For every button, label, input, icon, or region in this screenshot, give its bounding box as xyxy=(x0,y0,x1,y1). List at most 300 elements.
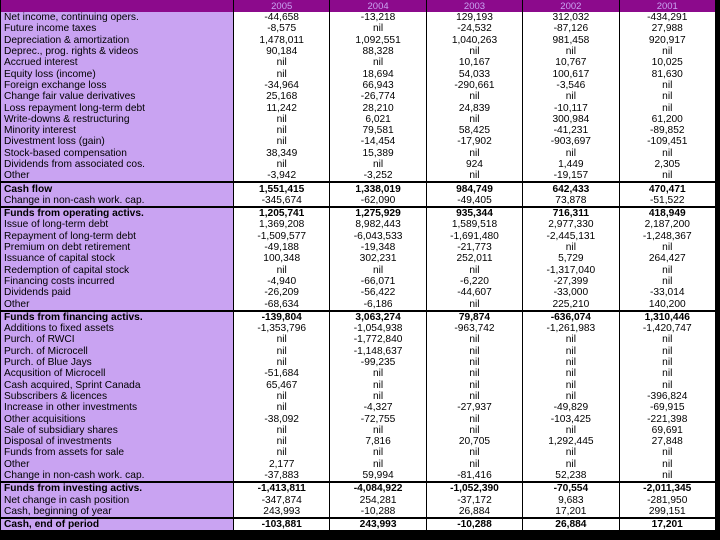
value-cell: 73,878 xyxy=(523,195,619,207)
value-cell: nil xyxy=(330,368,426,379)
value-cell: 1,310,446 xyxy=(619,311,715,323)
table-row xyxy=(1,413,716,424)
row-label: Other xyxy=(1,459,234,470)
value-cell: nil xyxy=(523,91,619,102)
value-cell: -81,416 xyxy=(426,470,522,482)
value-cell: 3,063,274 xyxy=(330,311,426,323)
value-cell: 2,177 xyxy=(234,459,330,470)
value-cell: 100,617 xyxy=(523,68,619,79)
value-cell: nil xyxy=(234,265,330,276)
value-cell: 642,433 xyxy=(523,182,619,194)
value-cell: 10,167 xyxy=(426,57,522,68)
value-cell: -2,011,345 xyxy=(619,482,715,494)
row-label: Funds from financing activs. xyxy=(1,311,234,323)
value-cell: 418,949 xyxy=(619,207,715,219)
value-cell: nil xyxy=(234,159,330,170)
value-cell: -1,054,938 xyxy=(330,323,426,334)
value-cell: 15,389 xyxy=(330,148,426,159)
value-cell: nil xyxy=(426,265,522,276)
value-cell: 58,425 xyxy=(426,125,522,136)
value-cell: 24,839 xyxy=(426,102,522,113)
value-cell: nil xyxy=(330,380,426,391)
value-cell: nil xyxy=(426,459,522,470)
table-row xyxy=(1,368,716,379)
value-cell: nil xyxy=(619,470,715,482)
value-cell: -903,697 xyxy=(523,136,619,147)
value-cell: -89,852 xyxy=(619,125,715,136)
value-cell: 470,471 xyxy=(619,182,715,194)
value-cell: 18,694 xyxy=(330,68,426,79)
value-cell: 302,231 xyxy=(330,253,426,264)
value-cell: nil xyxy=(523,357,619,368)
value-cell: -69,915 xyxy=(619,402,715,413)
value-cell: 924 xyxy=(426,159,522,170)
value-cell: -1,317,040 xyxy=(523,265,619,276)
value-cell: -109,451 xyxy=(619,136,715,147)
value-cell: nil xyxy=(330,159,426,170)
value-cell: 984,749 xyxy=(426,182,522,194)
value-cell: 7,816 xyxy=(330,436,426,447)
value-cell: 1,205,741 xyxy=(234,207,330,219)
value-cell: nil xyxy=(330,23,426,34)
value-cell: 69,691 xyxy=(619,425,715,436)
value-cell: 140,200 xyxy=(619,298,715,310)
table-row xyxy=(1,334,716,345)
table-row xyxy=(1,114,716,125)
value-cell: -26,209 xyxy=(234,287,330,298)
value-cell: nil xyxy=(426,391,522,402)
row-label: Additions to fixed assets xyxy=(1,323,234,334)
row-label: Dividends paid xyxy=(1,287,234,298)
value-cell: nil xyxy=(619,447,715,458)
value-cell: 26,884 xyxy=(523,518,619,531)
value-cell: nil xyxy=(426,148,522,159)
value-cell: nil xyxy=(619,46,715,57)
row-label: Purch. of Blue Jays xyxy=(1,357,234,368)
table-row xyxy=(1,436,716,447)
table-row xyxy=(1,12,716,23)
value-cell: -1,248,367 xyxy=(619,231,715,242)
value-cell: nil xyxy=(523,447,619,458)
table-row xyxy=(1,265,716,276)
value-cell: nil xyxy=(234,436,330,447)
value-cell: 2,187,200 xyxy=(619,219,715,230)
value-cell: nil xyxy=(523,334,619,345)
value-cell: nil xyxy=(619,102,715,113)
table-row xyxy=(1,425,716,436)
table-row xyxy=(1,102,716,113)
row-label: Equity loss (income) xyxy=(1,68,234,79)
table-row xyxy=(1,23,716,34)
table-row xyxy=(1,159,716,170)
row-label: Acqusition of Microcell xyxy=(1,368,234,379)
value-cell: 225,210 xyxy=(523,298,619,310)
value-cell: nil xyxy=(619,334,715,345)
table-row xyxy=(1,323,716,334)
table-row xyxy=(1,231,716,242)
value-cell: -56,422 xyxy=(330,287,426,298)
value-cell: -963,742 xyxy=(426,323,522,334)
value-cell: 66,943 xyxy=(330,80,426,91)
row-label: Other xyxy=(1,170,234,182)
value-cell: 920,917 xyxy=(619,35,715,46)
row-label: Deprec., prog. rights & videos xyxy=(1,46,234,57)
value-cell: 1,478,011 xyxy=(234,35,330,46)
table-row xyxy=(1,182,716,194)
row-label: Increase in other investments xyxy=(1,402,234,413)
value-cell: nil xyxy=(523,46,619,57)
table-row xyxy=(1,253,716,264)
table-row xyxy=(1,57,716,68)
value-cell: -1,420,747 xyxy=(619,323,715,334)
value-cell: nil xyxy=(330,265,426,276)
value-cell: -1,691,480 xyxy=(426,231,522,242)
year-header-cell: 2002 xyxy=(523,0,619,12)
value-cell: 1,369,208 xyxy=(234,219,330,230)
value-cell: -49,829 xyxy=(523,402,619,413)
value-cell: 90,184 xyxy=(234,46,330,57)
value-cell: 5,729 xyxy=(523,253,619,264)
value-cell: -44,607 xyxy=(426,287,522,298)
value-cell: -49,188 xyxy=(234,242,330,253)
value-cell: 20,705 xyxy=(426,436,522,447)
value-cell: nil xyxy=(426,46,522,57)
value-cell: -24,532 xyxy=(426,23,522,34)
value-cell: 9,683 xyxy=(523,494,619,505)
value-cell: -19,157 xyxy=(523,170,619,182)
row-label: Issuance of capital stock xyxy=(1,253,234,264)
value-cell: 254,281 xyxy=(330,494,426,505)
value-cell: 26,884 xyxy=(426,506,522,518)
value-cell: -68,634 xyxy=(234,298,330,310)
value-cell: -13,218 xyxy=(330,12,426,23)
value-cell: nil xyxy=(330,425,426,436)
value-cell: 1,040,263 xyxy=(426,35,522,46)
year-header-row xyxy=(1,0,716,12)
value-cell: nil xyxy=(234,68,330,79)
value-cell: -1,052,390 xyxy=(426,482,522,494)
value-cell: 59,994 xyxy=(330,470,426,482)
value-cell: nil xyxy=(619,357,715,368)
value-cell: 27,988 xyxy=(619,23,715,34)
value-cell: nil xyxy=(426,114,522,125)
value-cell: -99,235 xyxy=(330,357,426,368)
value-cell: nil xyxy=(426,380,522,391)
row-label: Write-downs & restructuring xyxy=(1,114,234,125)
value-cell: -345,674 xyxy=(234,195,330,207)
value-cell: -4,084,922 xyxy=(330,482,426,494)
value-cell: 264,427 xyxy=(619,253,715,264)
value-cell: 65,467 xyxy=(234,380,330,391)
row-label: Dividends from associated cos. xyxy=(1,159,234,170)
table-row xyxy=(1,170,716,182)
value-cell: -221,398 xyxy=(619,413,715,424)
value-cell: -44,658 xyxy=(234,12,330,23)
value-cell: nil xyxy=(523,346,619,357)
row-label: Financing costs incurred xyxy=(1,276,234,287)
row-label: Funds from operating activs. xyxy=(1,207,234,219)
value-cell: 935,344 xyxy=(426,207,522,219)
value-cell: nil xyxy=(234,346,330,357)
row-label: Cash, end of period xyxy=(1,518,234,531)
value-cell: 2,305 xyxy=(619,159,715,170)
value-cell: -281,950 xyxy=(619,494,715,505)
value-cell: -41,231 xyxy=(523,125,619,136)
table-row xyxy=(1,447,716,458)
value-cell: 312,032 xyxy=(523,12,619,23)
table-row xyxy=(1,380,716,391)
value-cell: 299,151 xyxy=(619,506,715,518)
table-row xyxy=(1,287,716,298)
row-label: Issue of long-term debt xyxy=(1,219,234,230)
value-cell: nil xyxy=(619,346,715,357)
value-cell: -8,575 xyxy=(234,23,330,34)
value-cell: -6,043,533 xyxy=(330,231,426,242)
value-cell: 10,025 xyxy=(619,57,715,68)
value-cell: -26,774 xyxy=(330,91,426,102)
value-cell: 52,238 xyxy=(523,470,619,482)
value-cell: nil xyxy=(523,459,619,470)
value-cell: nil xyxy=(523,368,619,379)
table-row xyxy=(1,357,716,368)
value-cell: nil xyxy=(426,357,522,368)
value-cell: nil xyxy=(619,380,715,391)
value-cell: nil xyxy=(426,425,522,436)
row-label: Premium on debt retirement xyxy=(1,242,234,253)
table-row xyxy=(1,298,716,310)
value-cell: 54,033 xyxy=(426,68,522,79)
table-row xyxy=(1,346,716,357)
value-cell: 2,977,330 xyxy=(523,219,619,230)
row-label: Change fair value derivatives xyxy=(1,91,234,102)
value-cell: 28,210 xyxy=(330,102,426,113)
value-cell: nil xyxy=(234,391,330,402)
header-corner xyxy=(1,0,234,12)
row-label: Redemption of capital stock xyxy=(1,265,234,276)
table-row xyxy=(1,482,716,494)
value-cell: 1,449 xyxy=(523,159,619,170)
row-label: Funds from assets for sale xyxy=(1,447,234,458)
row-label: Other xyxy=(1,298,234,310)
value-cell: -33,014 xyxy=(619,287,715,298)
value-cell: -2,445,131 xyxy=(523,231,619,242)
value-cell: -3,252 xyxy=(330,170,426,182)
value-cell: -49,405 xyxy=(426,195,522,207)
value-cell: -87,126 xyxy=(523,23,619,34)
value-cell: -34,964 xyxy=(234,80,330,91)
value-cell: -1,509,577 xyxy=(234,231,330,242)
value-cell: 10,767 xyxy=(523,57,619,68)
value-cell: -3,942 xyxy=(234,170,330,182)
row-label: Repayment of long-term debt xyxy=(1,231,234,242)
value-cell: 1,292,445 xyxy=(523,436,619,447)
value-cell: nil xyxy=(426,334,522,345)
value-cell: nil xyxy=(523,425,619,436)
value-cell: 88,328 xyxy=(330,46,426,57)
value-cell: -70,554 xyxy=(523,482,619,494)
value-cell: 300,984 xyxy=(523,114,619,125)
value-cell: -139,804 xyxy=(234,311,330,323)
row-label: Foreign exchange loss xyxy=(1,80,234,91)
row-label: Sale of subsidiary shares xyxy=(1,425,234,436)
value-cell: 1,275,929 xyxy=(330,207,426,219)
value-cell: nil xyxy=(523,380,619,391)
row-label: Cash acquired, Sprint Canada xyxy=(1,380,234,391)
table-row xyxy=(1,91,716,102)
value-cell: nil xyxy=(619,276,715,287)
value-cell: -103,881 xyxy=(234,518,330,531)
table-row xyxy=(1,391,716,402)
value-cell: -636,074 xyxy=(523,311,619,323)
table-row xyxy=(1,125,716,136)
value-cell: nil xyxy=(330,391,426,402)
value-cell: -10,288 xyxy=(330,506,426,518)
value-cell: -347,874 xyxy=(234,494,330,505)
value-cell: 25,168 xyxy=(234,91,330,102)
value-cell: -21,773 xyxy=(426,242,522,253)
row-label: Cash, beginning of year xyxy=(1,506,234,518)
value-cell: nil xyxy=(426,413,522,424)
row-label: Cash flow xyxy=(1,182,234,194)
value-cell: -66,071 xyxy=(330,276,426,287)
value-cell: nil xyxy=(234,334,330,345)
row-label: Minority interest xyxy=(1,125,234,136)
value-cell: 38,349 xyxy=(234,148,330,159)
row-label: Divestment loss (gain) xyxy=(1,136,234,147)
row-label: Disposal of investments xyxy=(1,436,234,447)
row-label: Funds from investing activs. xyxy=(1,482,234,494)
value-cell: nil xyxy=(619,368,715,379)
year-header-cell: 2003 xyxy=(426,0,522,12)
value-cell: nil xyxy=(234,425,330,436)
value-cell: 1,338,019 xyxy=(330,182,426,194)
table-row xyxy=(1,276,716,287)
value-cell: -33,000 xyxy=(523,287,619,298)
value-cell: 6,021 xyxy=(330,114,426,125)
value-cell: nil xyxy=(619,242,715,253)
value-cell: 243,993 xyxy=(234,506,330,518)
value-cell: -51,684 xyxy=(234,368,330,379)
row-label: Net income, continuing opers. xyxy=(1,12,234,23)
row-label: Purch. of RWCI xyxy=(1,334,234,345)
table-row xyxy=(1,311,716,323)
value-cell: -37,883 xyxy=(234,470,330,482)
value-cell: nil xyxy=(619,91,715,102)
value-cell: nil xyxy=(426,298,522,310)
value-cell: nil xyxy=(234,447,330,458)
value-cell: 1,092,551 xyxy=(330,35,426,46)
table-row xyxy=(1,470,716,482)
value-cell: nil xyxy=(330,447,426,458)
row-label: Depreciation & amortization xyxy=(1,35,234,46)
value-cell: 243,993 xyxy=(330,518,426,531)
value-cell: 61,200 xyxy=(619,114,715,125)
row-label: Subscribers & licences xyxy=(1,391,234,402)
value-cell: -434,291 xyxy=(619,12,715,23)
table-row xyxy=(1,402,716,413)
table-row xyxy=(1,46,716,57)
value-cell: -1,148,637 xyxy=(330,346,426,357)
value-cell: nil xyxy=(619,170,715,182)
value-cell: 252,011 xyxy=(426,253,522,264)
row-label: Stock-based compensation xyxy=(1,148,234,159)
table-row xyxy=(1,136,716,147)
row-label: Change in non-cash work. cap. xyxy=(1,470,234,482)
table-row xyxy=(1,242,716,253)
value-cell: -14,454 xyxy=(330,136,426,147)
table-row xyxy=(1,80,716,91)
value-cell: -38,092 xyxy=(234,413,330,424)
value-cell: nil xyxy=(234,125,330,136)
table-row xyxy=(1,35,716,46)
table-row xyxy=(1,68,716,79)
value-cell: nil xyxy=(619,148,715,159)
table-row xyxy=(1,148,716,159)
value-cell: -51,522 xyxy=(619,195,715,207)
value-cell: -1,772,840 xyxy=(330,334,426,345)
value-cell: -72,755 xyxy=(330,413,426,424)
row-label: Accrued interest xyxy=(1,57,234,68)
value-cell: nil xyxy=(523,148,619,159)
year-header-cell: 2001 xyxy=(619,0,715,12)
value-cell: nil xyxy=(330,459,426,470)
value-cell: nil xyxy=(523,391,619,402)
value-cell: -6,186 xyxy=(330,298,426,310)
value-cell: nil xyxy=(426,346,522,357)
value-cell: -1,261,983 xyxy=(523,323,619,334)
value-cell: -4,327 xyxy=(330,402,426,413)
value-cell: 11,242 xyxy=(234,102,330,113)
value-cell: -37,172 xyxy=(426,494,522,505)
value-cell: nil xyxy=(234,136,330,147)
value-cell: nil xyxy=(426,91,522,102)
row-label: Change in non-cash work. cap. xyxy=(1,195,234,207)
value-cell: nil xyxy=(234,57,330,68)
value-cell: 1,589,518 xyxy=(426,219,522,230)
value-cell: -17,902 xyxy=(426,136,522,147)
value-cell: nil xyxy=(619,459,715,470)
value-cell: -6,220 xyxy=(426,276,522,287)
value-cell: 1,551,415 xyxy=(234,182,330,194)
table-row xyxy=(1,494,716,505)
row-label: Loss repayment long-term debt xyxy=(1,102,234,113)
year-header-cell: 2005 xyxy=(234,0,330,12)
year-header-cell: 2004 xyxy=(330,0,426,12)
value-cell: -19,348 xyxy=(330,242,426,253)
table-row xyxy=(1,506,716,518)
value-cell: nil xyxy=(234,402,330,413)
value-cell: 79,581 xyxy=(330,125,426,136)
value-cell: -27,937 xyxy=(426,402,522,413)
value-cell: nil xyxy=(523,242,619,253)
value-cell: 27,848 xyxy=(619,436,715,447)
table-row xyxy=(1,207,716,219)
value-cell: -396,824 xyxy=(619,391,715,402)
row-label: Net change in cash position xyxy=(1,494,234,505)
value-cell: -62,090 xyxy=(330,195,426,207)
value-cell: 100,348 xyxy=(234,253,330,264)
value-cell: nil xyxy=(426,368,522,379)
value-cell: nil xyxy=(426,447,522,458)
row-label: Purch. of Microcell xyxy=(1,346,234,357)
value-cell: -290,661 xyxy=(426,80,522,91)
value-cell: -3,546 xyxy=(523,80,619,91)
value-cell: nil xyxy=(619,265,715,276)
value-cell: -10,288 xyxy=(426,518,522,531)
value-cell: 17,201 xyxy=(619,518,715,531)
value-cell: 81,630 xyxy=(619,68,715,79)
value-cell: -10,117 xyxy=(523,102,619,113)
